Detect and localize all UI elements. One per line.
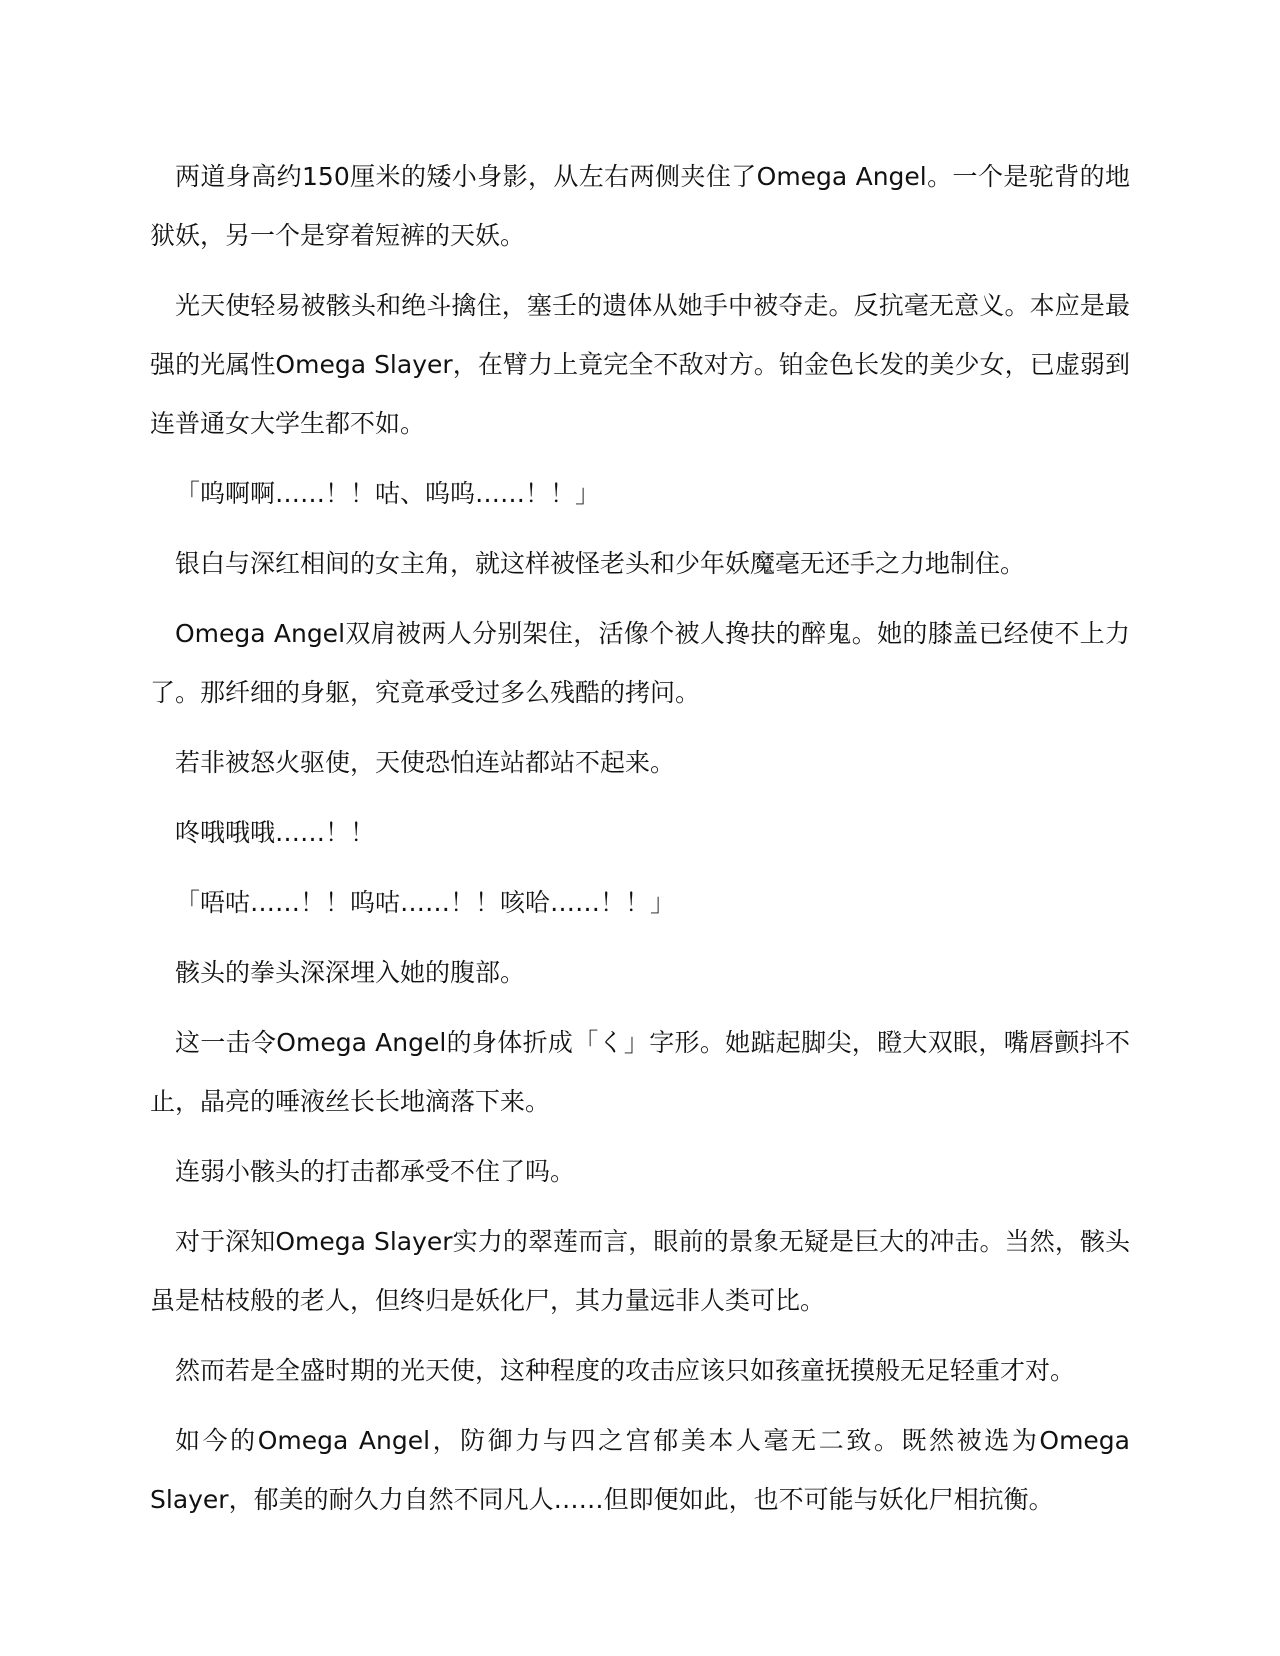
paragraph: 如今的Omega Angel，防御力与四之宫郁美本人毫无二致。既然被选为Omega Slayer，郁美的耐久力自然不同凡人……但即便如此，也不可能与妖化尸相抗衡。 <box>150 1426 1130 1514</box>
sound-effect-paragraph: 咚哦哦哦……！！ <box>175 818 376 847</box>
paragraph: 若非被怒火驱使，天使恐怕连站都站不起来。 <box>175 748 676 777</box>
paragraph: 光天使轻易被骸头和绝斗擒住，塞壬的遗体从她手中被夺走。反抗毫无意义。本应是最强的光属性Omega Slayer，在臂力上竟完全不敌对方。铂金色长发的美少女，已虚弱到连普通女大学生都不如。 <box>150 291 1130 438</box>
paragraph: 两道身高约150厘米的矮小身影，从左右两侧夹住了Omega Angel。一个是驼背的地狱妖，另一个是穿着短裤的天妖。 <box>150 162 1130 250</box>
paragraph: 连弱小骸头的打击都承受不住了吗。 <box>175 1157 576 1186</box>
paragraph: 对于深知Omega Slayer实力的翠莲而言，眼前的景象无疑是巨大的冲击。当然，骸头虽是枯枝般的老人，但终归是妖化尸，其力量远非人类可比。 <box>150 1227 1130 1315</box>
paragraph: 银白与深红相间的女主角，就这样被怪老头和少年妖魔毫无还手之力地制住。 <box>175 549 1026 578</box>
paragraph: 然而若是全盛时期的光天使，这种程度的攻击应该只如孩童抚摸般无足轻重才对。 <box>175 1356 1076 1385</box>
paragraph: 这一击令Omega Angel的身体折成「く」字形。她踮起脚尖，瞪大双眼，嘴唇颤抖不止，晶亮的唾液丝长长地滴落下来。 <box>150 1028 1130 1116</box>
dialogue-paragraph: 「呜啊啊……！！咕、呜呜……！！」 <box>175 479 601 508</box>
document-body <box>150 147 1130 1540</box>
dialogue-paragraph: 「唔咕……！！呜咕……！！咳哈……！！」 <box>175 888 676 917</box>
paragraph: 骸头的拳头深深埋入她的腹部。 <box>175 958 526 987</box>
paragraph: Omega Angel双肩被两人分别架住，活像个被人搀扶的醉鬼。她的膝盖已经使不上力了。那纤细的身躯，究竟承受过多么残酷的拷问。 <box>150 619 1130 707</box>
